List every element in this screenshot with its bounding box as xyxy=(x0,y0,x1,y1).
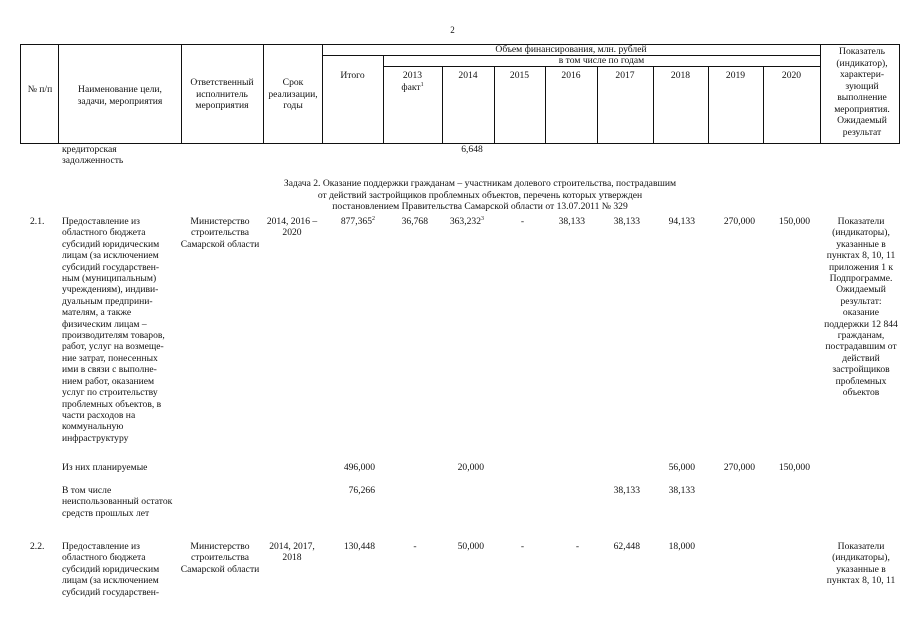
row-2-2-indicator: Показатели (индикаторы), указанные в пунктах 8, 10, 11 xyxy=(826,541,896,587)
header-total: Итого xyxy=(340,70,365,81)
row-2-1-2015: - xyxy=(520,216,525,227)
carry-row-name: кредиторская задолженность xyxy=(62,144,124,167)
header-2014: 2014 xyxy=(458,70,478,81)
row-2-1-total: 877,365$^2$ xyxy=(340,215,375,227)
row-2-2-2017: 62,448 xyxy=(613,541,640,552)
row-unused-name: В том числе неиспользованный остаток средств прошлых лет xyxy=(62,485,173,519)
carry-row-2014: 6,648 xyxy=(461,144,483,155)
row-planned-name: Из них планируемые xyxy=(62,462,148,473)
header-2013: 2013 факт$^1$ xyxy=(401,70,424,93)
row-2-1-2020: 150,000 xyxy=(778,216,810,227)
header-term: Срок реализации, годы xyxy=(268,77,318,111)
row-2-2-2018: 18,000 xyxy=(668,541,695,552)
header-2018: 2018 xyxy=(670,70,691,81)
header-indicator: Показатель (индикатор), характери- зующий выполнение мероприятия. Ожидаемый результат xyxy=(834,46,890,138)
row-2-1-indicator: Показатели (индикаторы), указанные в пунктах 8, 10, 11 приложения 1 к Подпрограмме. Ожидаемый результат: оказание поддержки 12 844 гражданам, пострадавшим от действий застройщиков проблемных объектов xyxy=(824,216,898,399)
header-executor: Ответственный исполнитель мероприятия xyxy=(190,77,254,111)
row-2-2-total: 130,448 xyxy=(343,541,375,552)
row-unused-2017: 38,133 xyxy=(613,485,640,496)
row-planned-2014: 20,000 xyxy=(457,462,484,473)
row-2-1-2019: 270,000 xyxy=(723,216,755,227)
row-2-1-2018: 94,133 xyxy=(668,216,695,227)
row-2-1-2013: 36,768 xyxy=(401,216,428,227)
row-2-2-name: Предоставление из областного бюджета субсидий юридическим лицам (за исключением субсидий государствен- xyxy=(62,541,160,598)
row-2-2-2015: - xyxy=(520,541,525,552)
row-unused-total: 76,266 xyxy=(348,485,375,496)
row-2-2-2014: 50,000 xyxy=(457,541,484,552)
row-planned-2018: 56,000 xyxy=(668,462,695,473)
header-2015: 2015 xyxy=(509,70,530,81)
row-2-1-term: 2014, 2016 – 2020 xyxy=(266,216,318,239)
header-2020: 2020 xyxy=(781,70,802,81)
table-header xyxy=(20,44,900,144)
row-unused-2018: 38,133 xyxy=(668,485,695,496)
task-2-heading: Задача 2. Оказание поддержки гражданам – участникам долевого строительства, пострадавшим от действий застройщиков проблемных объектов, перечень которых утвержден постановлением Правительства Самарской области от 13.07.2011 № 329 xyxy=(283,178,677,212)
row-planned-2020: 150,000 xyxy=(778,462,810,473)
header-2019: 2019 xyxy=(725,70,746,81)
row-2-2-executor: Министерство строительства Самарской области xyxy=(180,541,260,575)
header-name: Наименование цели, задачи, мероприятия xyxy=(77,84,163,107)
row-2-2-term: 2014, 2017, 2018 xyxy=(269,541,315,564)
header-2016: 2016 xyxy=(561,70,581,81)
row-2-1-executor: Министерство строительства Самарской области xyxy=(180,216,260,250)
header-2017: 2017 xyxy=(615,70,635,81)
header-by-years: в том числе по годам xyxy=(558,55,645,66)
page-number: 2 xyxy=(450,25,455,35)
header-num: № п/п xyxy=(27,84,53,95)
row-2-2-num: 2.2. xyxy=(30,541,45,552)
row-2-1-num: 2.1. xyxy=(30,216,45,227)
row-2-1-2016: 38,133 xyxy=(558,216,585,227)
header-financing: Объем финансирования, млн. рублей xyxy=(495,44,647,55)
row-2-1-2017: 38,133 xyxy=(613,216,640,227)
row-planned-total: 496,000 xyxy=(343,462,375,473)
row-2-2-2016: - xyxy=(575,541,580,552)
row-2-1-name: Предоставление из областного бюджета субсидий юридическим лицам (за исключением субсидий государствен- ным (муниципальным) учреждениям), индиви- дуальным предприни- мателям, а также физическим лицам – производителям товаров, работ, услуг на возмеще- ние затрат, понесенных ими в связи с выполне- нием работ, оказанием услуг по строительству проблемных объектов, в части расходов на коммунальную инфраструктуру xyxy=(62,216,165,444)
row-2-2-2013: - xyxy=(413,541,417,552)
row-2-1-2014: 363,232$^3$ xyxy=(449,215,484,227)
row-planned-2019: 270,000 xyxy=(723,462,755,473)
